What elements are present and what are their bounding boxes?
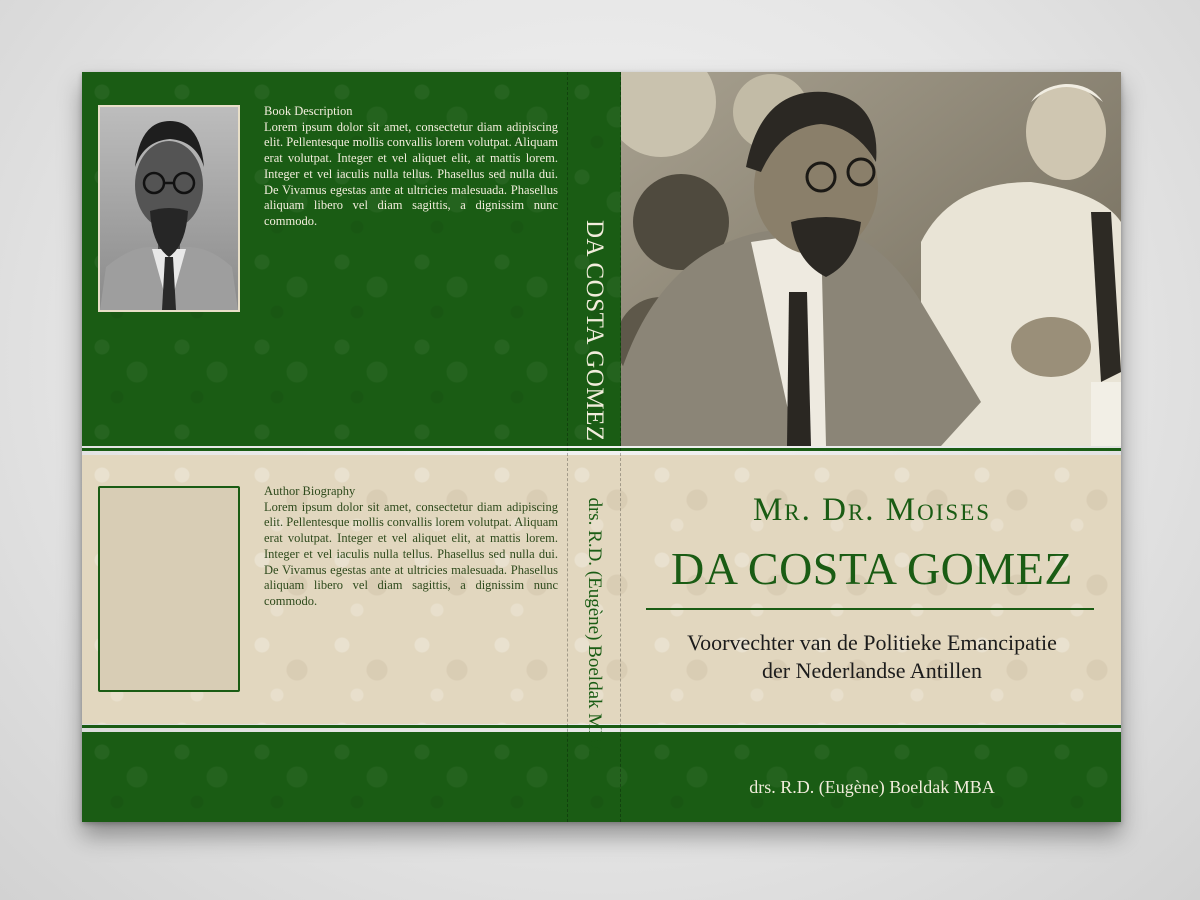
tagline-line-2: der Nederlandse Antillen xyxy=(762,658,982,683)
portrait-illustration xyxy=(100,107,238,310)
spine-fold-left xyxy=(567,72,568,822)
author-photo-placeholder xyxy=(98,486,240,692)
author-biography-text: Lorem ipsum dolor sit amet, consectetur diam adipiscing elit. Pellentesque mollis convallis lorem volutpat. Aliquam erat volutpat. Integer et vel aliquet elit, at mattis lorem. Integer et vel iaculis nulla tellus. Phasellus sed nulla dui. De Vivamus egestas ante at ultricies malesuada. Phasellus aliquam libero vel diam sagittis, a dignissim nunc commodo. xyxy=(264,499,558,608)
author-biography xyxy=(264,484,558,610)
tagline xyxy=(642,629,1102,685)
divider-rule-top xyxy=(82,448,1121,451)
book-description xyxy=(264,104,558,230)
book-description-heading: Book Description xyxy=(264,104,353,118)
spine-title xyxy=(582,220,606,320)
tagline-line-1: Voorvechter van de Politieke Emancipatie xyxy=(687,630,1057,655)
spine-author: drs. R.D. (Eugène) Boeldak MBA xyxy=(584,497,605,757)
book-description-text: Lorem ipsum dolor sit amet, consectetur diam adipiscing elit. Pellentesque mollis convallis lorem volutpat. Aliquam erat volutpat. Integer et vel aliquet elit, at mattis lorem. Integer et vel iaculis nulla tellus. Phasellus sed nulla dui. De Vivamus egestas ante at ultricies malesuada. Phasellus aliquam libero vel diam sagittis, a dignissim nunc commodo. xyxy=(264,119,558,228)
front-author-name: drs. R.D. (Eugène) Boeldak MBA xyxy=(749,777,995,797)
book-cover-mockup xyxy=(82,72,1121,822)
title-prefix: Mr. Dr. Moises xyxy=(752,492,992,528)
front-photo-illustration xyxy=(621,72,1121,446)
main-title: DA COSTA GOMEZ xyxy=(670,543,1074,594)
title-underline xyxy=(646,608,1094,610)
author-portrait-photo xyxy=(98,105,240,312)
front-cover-photo xyxy=(621,72,1121,446)
author-biography-heading: Author Biography xyxy=(264,484,356,498)
